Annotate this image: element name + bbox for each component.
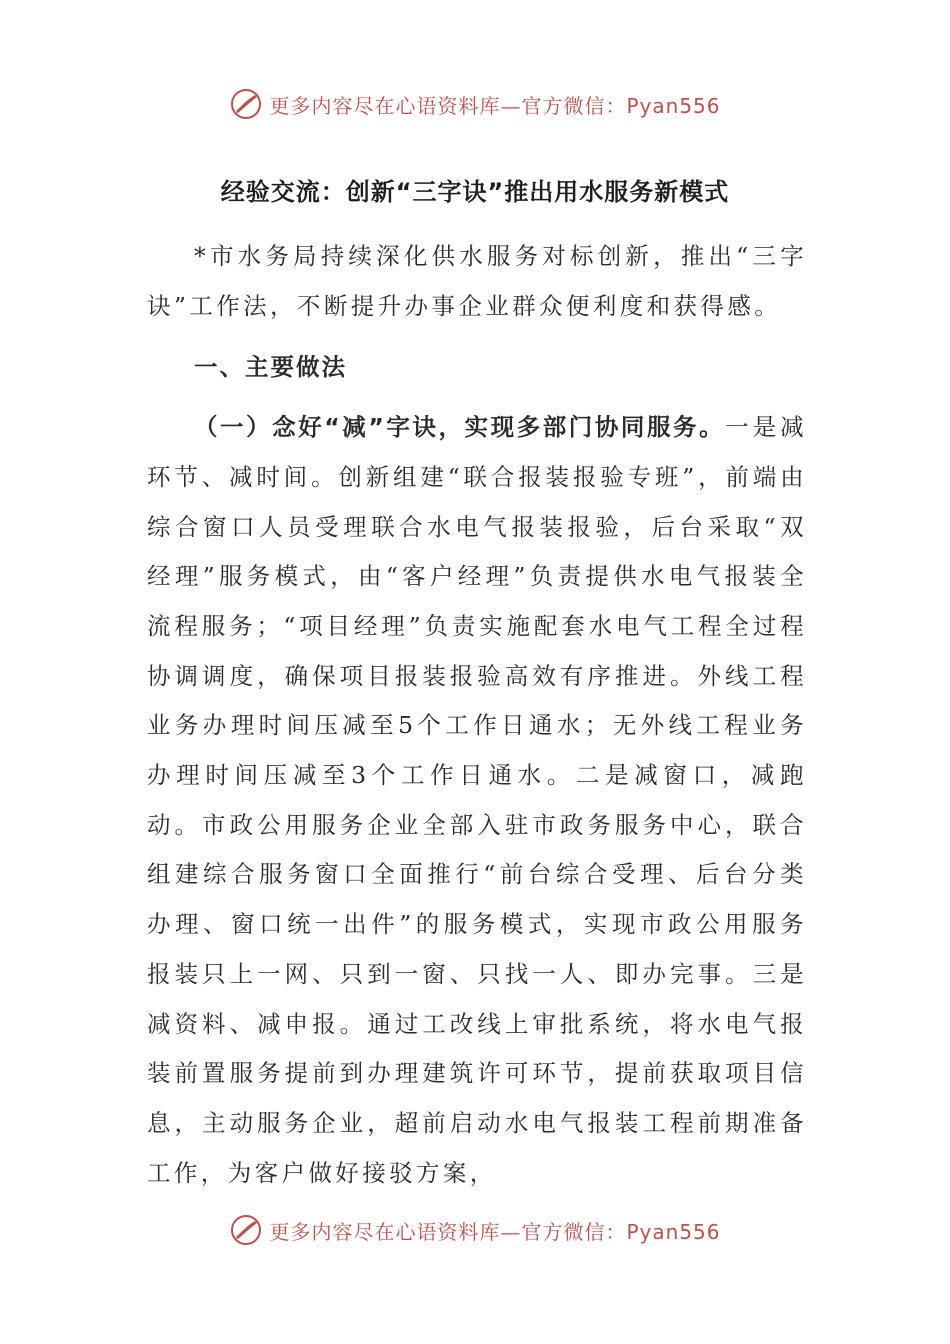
watermark-separator: —: [500, 93, 522, 118]
watermark-footer: [0, 1208, 950, 1252]
pen-logo-icon: [229, 87, 263, 121]
subsection-lead: （一）念好“减”字诀，实现多部门协同服务。: [194, 413, 726, 442]
subsection-paragraph: [147, 403, 807, 1198]
watermark-text: [269, 90, 720, 119]
document-title: 经验交流：创新“三字诀”推出用水服务新模式: [220, 178, 730, 206]
watermark-brand: 更多内容尽在心语资料库: [269, 1219, 501, 1244]
watermark-wechat-label: 官方微信：: [521, 1219, 627, 1244]
pen-logo-icon: [229, 1213, 263, 1247]
watermark-header: [0, 82, 950, 126]
watermark-text: [269, 1216, 720, 1245]
watermark-separator: —: [500, 1219, 522, 1244]
document-body: [147, 232, 807, 1198]
section-heading: 一、主要做法: [194, 353, 347, 382]
watermark-wechat-id: Pyan556: [626, 93, 721, 118]
watermark-wechat-id: Pyan556: [626, 1219, 721, 1244]
watermark-wechat-label: 官方微信：: [521, 93, 627, 118]
subsection-text: 一是减环节、减时间。创新组建“联合报装报验专班”，前端由综合窗口人员受理联合水电气报装报验，后台采取“双经理”服务模式，由“客户经理”负责提供水电气报装全流程服务；“项目经理”负责实施配套水电气工程全过程协调调度，确保项目报装报验高效有序推进。外线工程业务办理时间压减至5个工作日通水；无外线工程业务办理时间压减至3个工作日通水。二是减窗口，减跑动。市政公用服务企业全部入驻市政务服务中心，联合组建综合服务窗口全面推行“前台综合受理、后台分类办理、窗口统一出件”的服务模式，实现市政公用服务报装只上一网、只到一窗、只找一人、即办完事。三是减资料、减申报。通过工改线上审批系统，将水电气报装前置服务提前到办理建筑许可环节，提前获取项目信息，主动服务企业，超前启动水电气报装工程前期准备工作，为客户做好接驳方案，: [147, 413, 808, 1187]
intro-paragraph: *市水务局持续深化供水服务对标创新，推出“三字诀”工作法，不断提升办事企业群众便利度和获得感。: [147, 242, 807, 320]
watermark-brand: 更多内容尽在心语资料库: [269, 93, 501, 118]
